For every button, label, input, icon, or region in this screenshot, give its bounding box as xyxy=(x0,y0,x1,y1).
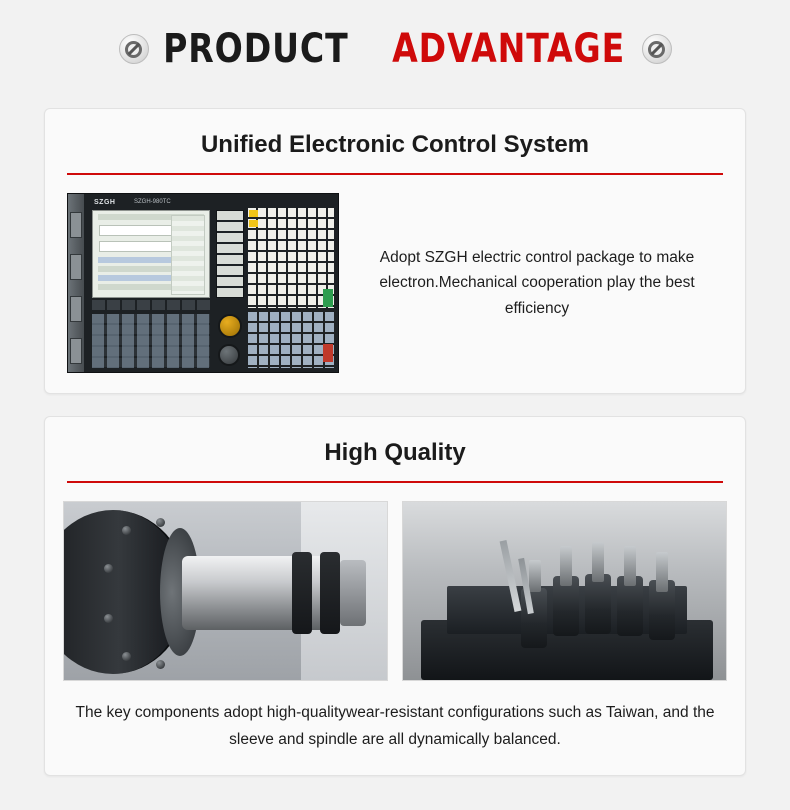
card-divider xyxy=(67,173,723,175)
panel-left-rail xyxy=(68,194,84,372)
card-body-text: Adopt SZGH electric control package to make electron.Mechanical cooperation play the best efficiency xyxy=(379,248,695,317)
page-title-word-1: PRODUCT xyxy=(162,26,349,72)
circle-x-icon-left xyxy=(119,34,149,64)
panel-side-keys xyxy=(216,210,244,298)
panel-mode-knob xyxy=(218,314,242,338)
panel-control-keypad xyxy=(248,312,334,368)
card-title: High Quality xyxy=(324,439,466,466)
panel-soft-keys xyxy=(92,300,210,310)
panel-alpha-keypad xyxy=(248,208,334,308)
spindle-sleeve-photo xyxy=(63,501,388,681)
circle-x-icon-right xyxy=(642,34,672,64)
tool-turret-photo xyxy=(402,501,727,681)
card-divider xyxy=(67,481,723,483)
cnc-control-panel-photo xyxy=(67,193,339,373)
panel-stop-button xyxy=(323,344,333,362)
card-title: Unified Electronic Control System xyxy=(200,131,590,158)
panel-brand-label: SZGH xyxy=(94,199,116,206)
card-unified-electronic-control-system xyxy=(44,108,746,394)
page-header xyxy=(0,0,790,108)
panel-function-keys xyxy=(92,314,210,368)
panel-feed-knob xyxy=(218,344,240,366)
card-caption: The key components adopt high-qualitywear-resistant configurations such as Taiwan, and the sleeve and spindle are all dynamically balanced. xyxy=(75,704,715,749)
page-title-word-2: ADVANTAGE xyxy=(392,26,626,72)
panel-start-button xyxy=(323,289,333,307)
card-high-quality xyxy=(44,416,746,776)
panel-model-label: SZGH-980TC xyxy=(134,199,171,205)
page-title xyxy=(119,26,672,72)
panel-display xyxy=(92,210,210,298)
